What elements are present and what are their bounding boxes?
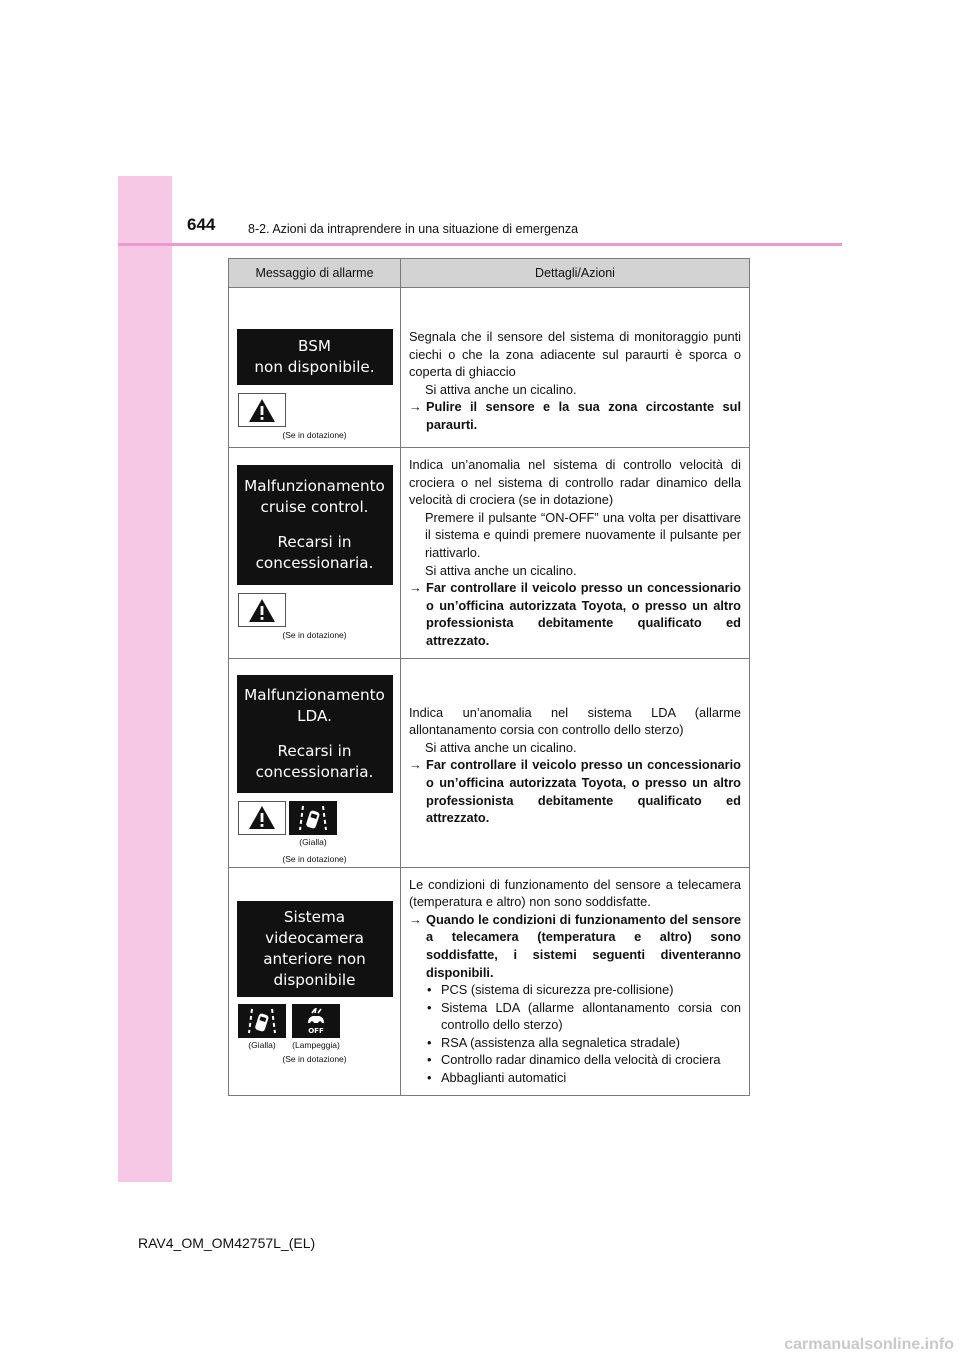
equipment-caption: (Se in dotazione) bbox=[282, 630, 347, 640]
warning-display bbox=[237, 465, 393, 585]
warning-triangle-icon bbox=[238, 593, 286, 627]
list-item-text: RSA (assistenza alla segnaletica stradale) bbox=[441, 1034, 680, 1050]
icon-caption: (Lampeggia) bbox=[292, 1039, 340, 1050]
bullet-icon: • bbox=[427, 1070, 432, 1086]
details-cell bbox=[401, 867, 750, 1095]
action-text: Quando le condizioni di funzionamento del sensore a telecamera (temperatura e altro) sono soddisfatte, i sistemi seguenti diventeranno disponibili. bbox=[426, 911, 741, 980]
details-cell bbox=[401, 658, 750, 867]
list-item bbox=[409, 1069, 741, 1087]
list-item-text: Controllo radar dinamico della velocità di crociera bbox=[441, 1052, 721, 1068]
equipment-caption: (Se in dotazione) bbox=[282, 1053, 347, 1064]
table-row bbox=[229, 448, 750, 659]
table-row bbox=[229, 288, 750, 448]
display-line: non disponibile. bbox=[254, 358, 375, 376]
message-cell bbox=[229, 448, 401, 659]
indicator-icons bbox=[238, 393, 400, 427]
action-item bbox=[409, 911, 741, 981]
list-item-text: Abbaglianti automatici bbox=[441, 1070, 567, 1086]
bullet-icon: • bbox=[427, 1034, 432, 1050]
bullet-icon: • bbox=[427, 982, 432, 998]
message-cell bbox=[229, 867, 401, 1095]
action-item bbox=[409, 756, 741, 826]
arrow-icon: → bbox=[409, 399, 422, 415]
display-line: cruise control. bbox=[260, 498, 369, 516]
pre-collision-off-icon bbox=[292, 1004, 340, 1038]
display-line: Sistema bbox=[283, 907, 346, 926]
page-number: 644 bbox=[187, 215, 216, 234]
alarm-table bbox=[228, 258, 750, 1096]
note-text: Si attiva anche un cicalino. bbox=[425, 562, 577, 578]
list-item-text: Sistema LDA (allarme allontanamento corsia con controllo dello sterzo) bbox=[441, 999, 741, 1033]
warning-triangle-icon bbox=[238, 801, 286, 835]
message-cell bbox=[229, 658, 401, 867]
display-line: videocamera bbox=[265, 928, 364, 947]
warning-display bbox=[237, 675, 393, 793]
warning-triangle-icon bbox=[238, 393, 286, 427]
list-item bbox=[409, 1051, 741, 1069]
icon-caption: (Gialla) bbox=[248, 1039, 276, 1050]
display-line: anteriore non bbox=[263, 949, 366, 968]
display-line: Recarsi in bbox=[277, 533, 352, 551]
action-text: Far controllare il veicolo presso un concessionario o un’officina autorizzata Toyota, o presso un altro professionista debitamente qualificato ed attrezzato. bbox=[426, 580, 741, 648]
action-item bbox=[409, 579, 741, 649]
indicator-icons bbox=[238, 801, 400, 848]
note-text: Si attiva anche un cicalino. bbox=[425, 381, 577, 397]
equipment-caption: (Se in dotazione) bbox=[282, 853, 347, 864]
indicator-icons bbox=[238, 1004, 400, 1051]
display-line: LDA. bbox=[297, 706, 332, 725]
message-cell bbox=[229, 288, 401, 448]
action-item bbox=[409, 398, 741, 433]
table-row bbox=[229, 658, 750, 867]
display-line: BSM bbox=[298, 337, 331, 355]
arrow-icon: → bbox=[409, 757, 422, 773]
display-line: disponibile bbox=[273, 970, 356, 989]
details-cell bbox=[401, 448, 750, 659]
side-band bbox=[118, 176, 172, 1182]
details-cell bbox=[401, 288, 750, 448]
document-code: RAV4_OM_OM42757L_(EL) bbox=[138, 1235, 316, 1251]
note-text: Premere il pulsante “ON-OFF” una volta per disattivare il sistema e quindi premere nuovamente il pulsante per riattivarlo. bbox=[425, 509, 741, 560]
header-rule bbox=[118, 243, 842, 246]
display-line: concessionaria. bbox=[255, 762, 374, 781]
action-text: Far controllare il veicolo presso un concessionario o un’officina autorizzata Toyota, o presso un altro professionista debitamente qualificato ed attrezzato. bbox=[426, 757, 741, 826]
equipment-caption: (Se in dotazione) bbox=[282, 430, 347, 440]
lane-departure-icon bbox=[289, 801, 337, 835]
display-line: Recarsi in bbox=[277, 741, 352, 760]
description-text: Segnala che il sensore del sistema di monitoraggio punti ciechi o che la zona adiacente sul paraurti è sporca o coperta di ghiaccio bbox=[409, 329, 741, 380]
col-header-details: Dettagli/Azioni bbox=[401, 259, 750, 288]
description-text: Indica un’anomalia nel sistema LDA (allarme allontanamento corsia con controllo dello sterzo) bbox=[409, 704, 741, 738]
warning-display bbox=[237, 901, 393, 997]
off-label: OFF bbox=[308, 1026, 324, 1035]
table-row bbox=[229, 867, 750, 1095]
icon-caption: (Gialla) bbox=[299, 836, 327, 847]
list-item bbox=[409, 981, 741, 999]
indicator-icons bbox=[238, 593, 400, 627]
list-item bbox=[409, 1034, 741, 1052]
arrow-icon: → bbox=[409, 580, 422, 596]
list-item-text: PCS (sistema di sicurezza pre-collisione) bbox=[441, 982, 674, 998]
note-text: Si attiva anche un cicalino. bbox=[425, 739, 577, 755]
arrow-icon: → bbox=[409, 911, 422, 927]
list-item bbox=[409, 999, 741, 1034]
bullet-icon: • bbox=[427, 999, 432, 1015]
display-line: concessionaria. bbox=[255, 554, 374, 572]
warning-display bbox=[237, 329, 393, 385]
watermark: carmanualsonline.info bbox=[784, 1336, 954, 1353]
bullet-icon: • bbox=[427, 1052, 432, 1068]
description-text: Le condizioni di funzionamento del sensore a telecamera (temperatura e altro) non sono soddisfatte. bbox=[409, 876, 741, 910]
display-line: Malfunzionamento bbox=[244, 477, 385, 495]
table-header-row bbox=[229, 259, 750, 288]
display-line: Malfunzionamento bbox=[244, 685, 385, 704]
section-title: 8-2. Azioni da intraprendere in una situazione di emergenza bbox=[248, 222, 579, 236]
action-text: Pulire il sensore e la sua zona circostante sul paraurti. bbox=[426, 399, 741, 432]
col-header-message: Messaggio di allarme bbox=[229, 259, 401, 288]
lane-departure-icon bbox=[238, 1004, 286, 1038]
description-text: Indica un’anomalia nel sistema di controllo velocità di crociera o nel sistema di controllo radar dinamico della velocità di crociera (se in dotazione) bbox=[409, 457, 741, 508]
